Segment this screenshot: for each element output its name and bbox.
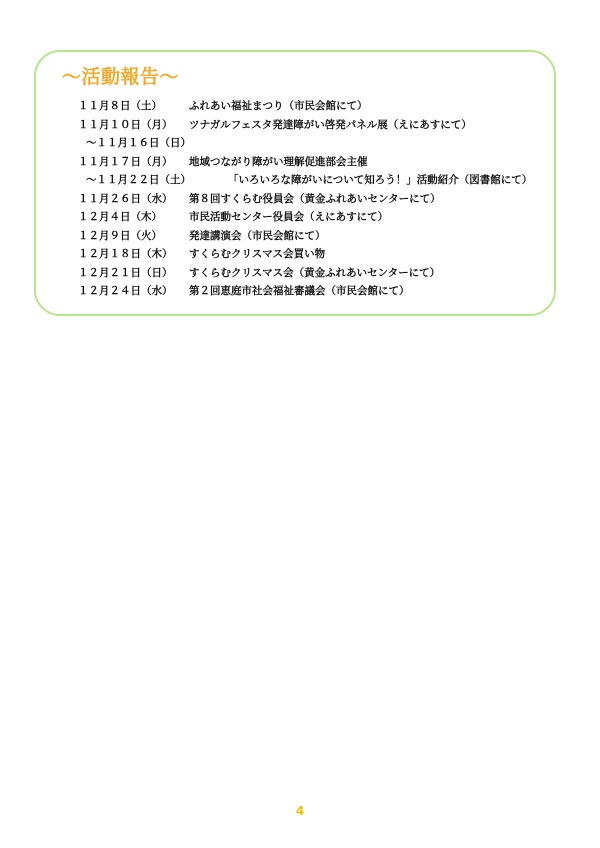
list-item xyxy=(78,227,548,246)
activity-event: 「いろいろな障がいについて知ろう！」活動紹介（図書館にて） xyxy=(228,174,533,186)
list-item xyxy=(78,134,548,153)
activity-date: １２月２１日（日） xyxy=(78,266,173,279)
activity-list xyxy=(78,97,548,301)
section-title: ～活動報告～ xyxy=(62,66,180,88)
activity-date: １１月１０日（月） xyxy=(78,118,173,131)
activity-date: １２月９日（火） xyxy=(78,229,162,242)
activity-event: 地域つながり障がい理解促進部会主催 xyxy=(189,155,368,168)
activity-date: １２月１８日（木） xyxy=(78,248,173,260)
activity-event: すくらむクリスマス会（黄金ふれあいセンターにて） xyxy=(189,266,441,279)
activity-event: 第２回恵庭市社会福祉審議会（市民会館にて） xyxy=(189,285,410,297)
list-item xyxy=(78,282,548,301)
page-number: 4 xyxy=(295,804,305,818)
list-item xyxy=(78,245,548,264)
activity-date: １１月８日（土） xyxy=(78,100,162,112)
activity-event: ふれあい福祉まつり（市民会館にて） xyxy=(189,100,368,112)
list-item xyxy=(78,190,548,209)
activity-event: 発達講演会（市民会館にて） xyxy=(189,229,326,242)
activity-event: すくらむクリスマス会買い物 xyxy=(189,248,326,260)
activity-date: １２月２４日（水） xyxy=(78,285,173,297)
activity-date: ～１１月１６日（日） xyxy=(86,137,191,149)
activity-date: １１月１７日（月） xyxy=(78,155,173,168)
activity-event: 第８回すくらむ役員会（黄金ふれあいセンターにて） xyxy=(189,192,441,205)
activity-date: １２月４日（木） xyxy=(78,211,162,223)
list-item xyxy=(78,97,548,116)
list-item xyxy=(78,171,548,190)
activity-date: ～１１月２２日（土） xyxy=(86,174,191,186)
list-item xyxy=(78,153,548,172)
list-item xyxy=(78,208,548,227)
list-item xyxy=(78,116,548,135)
activity-date: １１月２６日（水） xyxy=(78,192,173,205)
list-item xyxy=(78,264,548,283)
activity-event: 市民活動センター役員会（えにあすにて） xyxy=(189,211,389,223)
activity-event: ツナガルフェスタ発達障がい啓発パネル展（えにあすにて） xyxy=(189,118,472,131)
